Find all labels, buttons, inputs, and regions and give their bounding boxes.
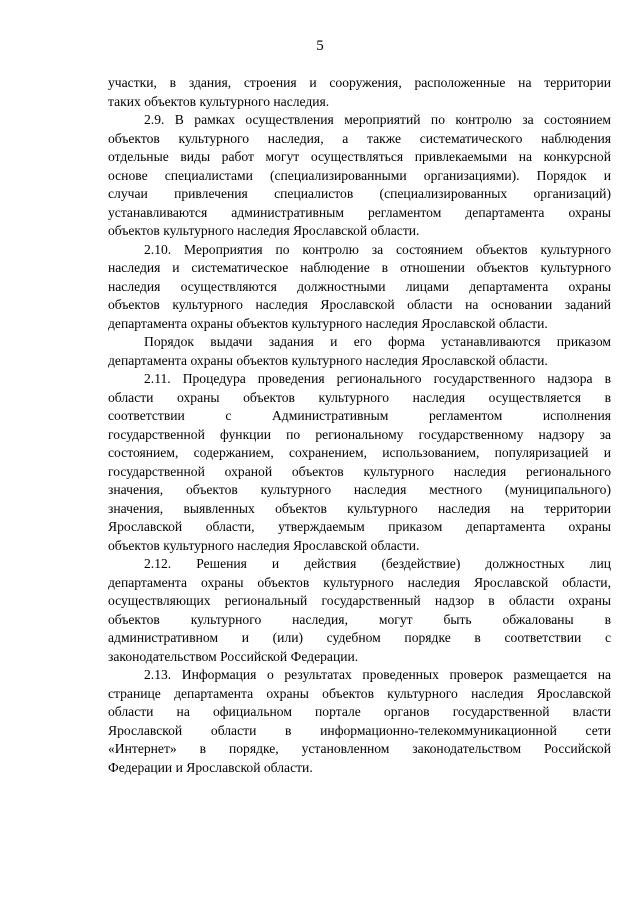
text-line: 2.13. Информация о результатах проведенных проверок размещается на — [144, 667, 611, 682]
paragraph-2-11 — [108, 370, 611, 555]
text-line: административном и (или) судебном порядке в соответствии с — [108, 630, 611, 645]
text-line: таких объектов культурного наследия. — [108, 93, 330, 109]
page-number: 5 — [316, 38, 324, 54]
text-line: департамента охраны объектов культурного наследия Ярославской области, — [108, 574, 611, 590]
text-line: 2.12. Решения и действия (бездействие) должностных лиц — [144, 556, 611, 571]
paragraph-2-9 — [108, 111, 611, 241]
text-line: 2.11. Процедура проведения регионального государственного надзора в — [144, 371, 611, 386]
text-line: Ярославской области, утверждаемым приказом департамента охраны — [108, 519, 611, 534]
text-line: осуществляющих региональный государственный надзор в области охраны — [108, 593, 611, 608]
text-line: области на официальном портале органов государственной власти — [108, 704, 611, 719]
text-line: государственной охраной объектов культурного наследия регионального — [108, 463, 611, 479]
text-line: 2.10. Мероприятия по контролю за состоянием объектов культурного — [144, 241, 611, 257]
text-line: случаи привлечения специалистов (специализированных организаций) — [108, 186, 611, 201]
text-line: наследия и систематическое наблюдение в отношении объектов культурного — [108, 260, 611, 275]
text-line: устанавливаются административным регламентом департамента охраны — [108, 204, 611, 220]
text-line: участки, в здания, строения и сооружения, расположенные на территории — [108, 75, 611, 90]
text-line: основе специалистами (специализированными организациями). Порядок и — [108, 167, 611, 183]
text-line: объектов культурного наследия Ярославской области на основании заданий — [108, 297, 611, 312]
text-line: Порядок выдачи задания и его форма устанавливаются приказом — [144, 334, 611, 349]
text-line: «Интернет» в порядке, установленном законодательством Российской — [108, 741, 611, 756]
paragraph-2-10 — [108, 241, 611, 334]
document-body — [108, 74, 611, 777]
text-line: отдельные виды работ могут осуществляться привлекаемыми на конкурсной — [108, 149, 611, 164]
text-line: департамента охраны объектов культурного наследия Ярославской области. — [108, 315, 548, 331]
paragraph-order — [108, 333, 611, 370]
text-line: департамента охраны объектов культурного наследия Ярославской области. — [108, 352, 548, 368]
text-line: странице департамента охраны объектов культурного наследия Ярославской — [108, 685, 611, 701]
text-line: значения, выявленных объектов культурного наследия на территории — [108, 500, 611, 516]
text-line: значения, объектов культурного наследия местного (муниципального) — [108, 482, 611, 497]
text-line: 2.9. В рамках осуществления мероприятий по контролю за состоянием — [144, 112, 611, 127]
text-line: Ярославской области в информационно-телекоммуникационной сети — [108, 722, 611, 738]
paragraph-continuation — [108, 74, 611, 111]
text-line: области охраны объектов культурного наследия осуществляется в — [108, 389, 611, 405]
text-line: Федерации и Ярославской области. — [108, 759, 313, 775]
text-line: государственной функции по региональному государственному надзору за — [108, 426, 611, 442]
text-line: соответствии с Административным регламентом исполнения — [108, 408, 611, 423]
text-line: объектов культурного наследия Ярославской области. — [108, 537, 420, 553]
text-line: объектов культурного наследия, могут быть обжалованы в — [108, 611, 611, 627]
paragraph-2-13 — [108, 666, 611, 777]
text-line: законодательством Российской Федерации. — [108, 648, 359, 664]
text-line: состоянием, содержанием, сохранением, использованием, популяризацией и — [108, 445, 611, 460]
text-line: объектов культурного наследия Ярославской области. — [108, 223, 420, 238]
text-line: объектов культурного наследия, а также систематического наблюдения — [108, 130, 611, 146]
text-line: наследия осуществляются должностными лицами департамента охраны — [108, 278, 611, 294]
paragraph-2-12 — [108, 555, 611, 666]
